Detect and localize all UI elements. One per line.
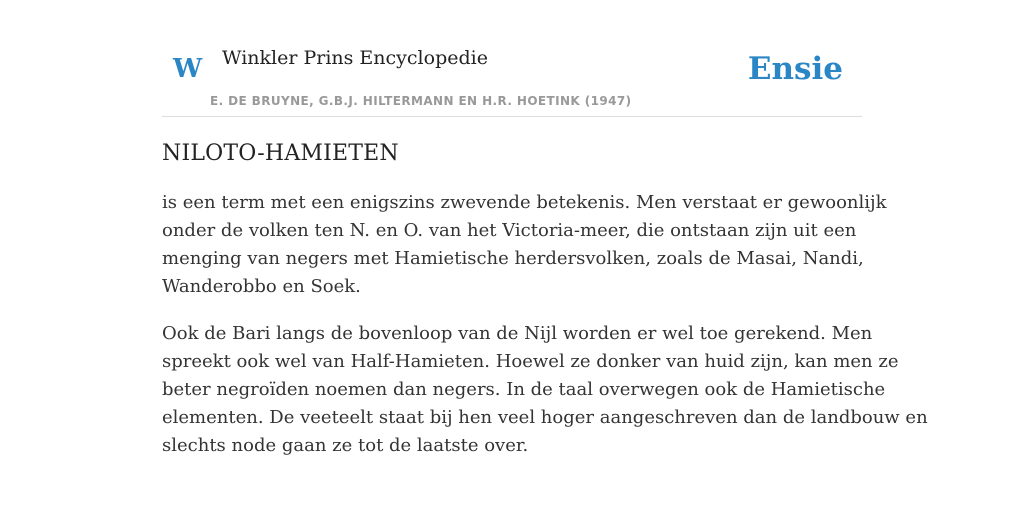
site-header	[162, 0, 862, 117]
article-paragraph	[162, 189, 887, 301]
article-paragraph	[162, 320, 928, 460]
ensie-logo[interactable]: Ensie	[747, 51, 843, 87]
publication-title[interactable]: Winkler Prins Encyclopedie	[222, 47, 488, 69]
paragraph-line: onder de volken ten N. en O. van het Victoria-meer, die ontstaan zijn uit een	[162, 220, 857, 241]
paragraph-line: elementen. De veeteelt staat bij hen veel hoger aangeschreven dan de landbouw en	[162, 407, 928, 428]
article	[162, 138, 928, 479]
paragraph-line: Wanderobbo en Soek.	[162, 276, 361, 297]
article-title: NILOTO-HAMIETEN	[162, 141, 399, 166]
winkler-prins-logo-icon[interactable]: W	[173, 54, 203, 84]
paragraph-line: spreekt ook wel van Half-Hamieten. Hoewel ze donker van huid zijn, kan men ze	[162, 351, 899, 372]
paragraph-line: beter negroïden noemen dan negers. In de taal overwegen ook de Hamietische	[162, 379, 886, 400]
paragraph-line: Ook de Bari langs de bovenloop van de Nijl worden er wel toe gerekend. Men	[162, 323, 873, 344]
paragraph-line: menging van negers met Hamietische herdersvolken, zoals de Masai, Nandi,	[162, 248, 864, 269]
publication-authors: E. DE BRUYNE, G.B.J. HILTERMANN EN H.R. HOETINK (1947)	[210, 94, 632, 108]
paragraph-line: slechts node gaan ze tot de laatste over.	[162, 435, 529, 456]
paragraph-line: is een term met een enigszins zwevende betekenis. Men verstaat er gewoonlijk	[162, 192, 887, 213]
